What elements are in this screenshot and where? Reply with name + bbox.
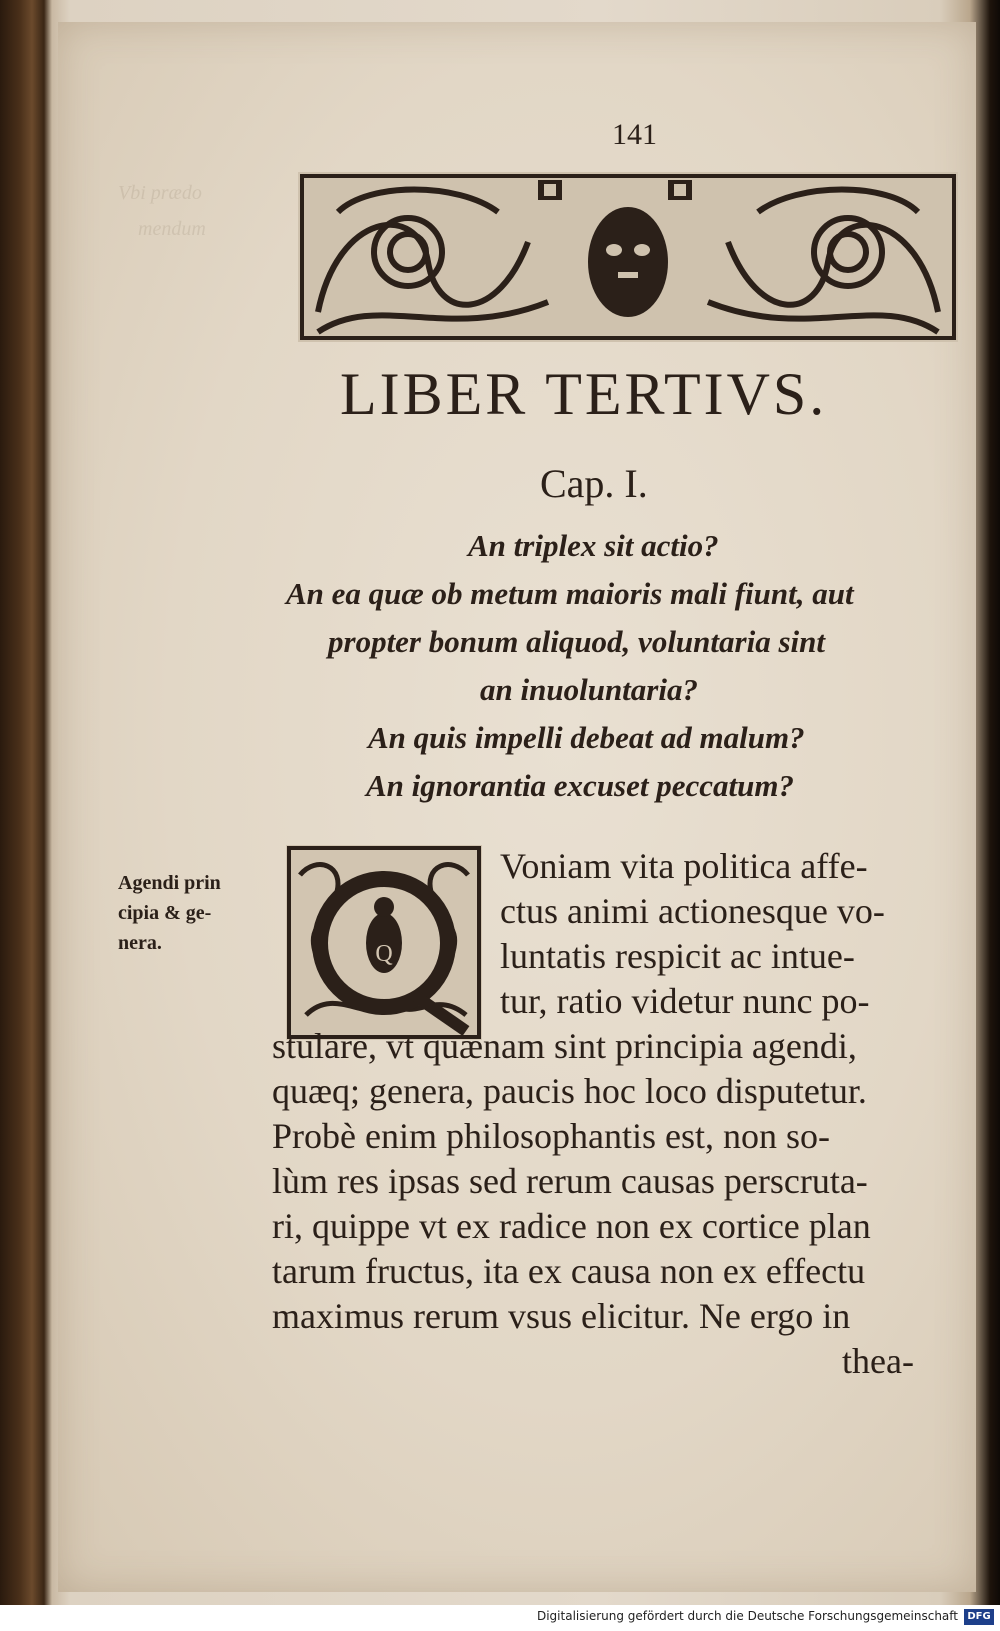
headpiece-ornament: [298, 172, 958, 342]
body-line: Voniam vita politica affe-: [500, 846, 868, 886]
question-line: An ea quæ ob metum maioris mali fiunt, aut: [286, 576, 854, 611]
chapter-heading: Cap. I.: [540, 461, 648, 506]
body-line: lùm res ipsas sed rerum causas perscruta-: [272, 1161, 868, 1201]
marginal-note-line: Agendi prin: [118, 872, 221, 894]
question-line: An quis impelli debeat ad malum?: [368, 720, 805, 755]
body-line: ri, quippe vt ex radice non ex cortice plan: [272, 1206, 871, 1246]
question-line: An ignorantia excuset peccatum?: [366, 768, 794, 803]
question-line: An triplex sit actio?: [468, 528, 719, 563]
initial-letter: Q: [375, 941, 393, 967]
bleed-through-text: mendum: [138, 218, 206, 240]
body-line: tur, ratio videtur nunc po-: [500, 981, 870, 1021]
body-line: Probè enim philosophantis est, non so-: [272, 1116, 830, 1156]
marginal-note-line: cipia & ge-: [118, 902, 212, 924]
catchword: thea-: [842, 1341, 914, 1381]
marginal-note: [118, 868, 278, 958]
question-line: an inuoluntaria?: [480, 672, 698, 707]
footer-bar: [0, 1605, 1000, 1631]
body-line: tarum fructus, ita ex causa non ex effectu: [272, 1251, 866, 1291]
dfg-logo: DFG: [964, 1609, 994, 1625]
body-line: stulare, vt quænam sint principia agendi,: [272, 1026, 857, 1066]
footer-credit: Digitalisierung gefördert durch die Deutsche Forschungsgemeinschaft: [536, 1609, 958, 1623]
body-line: quæq; genera, paucis hoc loco disputetur.: [272, 1071, 867, 1111]
bleed-through-text: Vbi prædo: [118, 182, 202, 204]
marginal-note-line: nera.: [118, 932, 162, 954]
book-title: LIBER TERTIVS.: [340, 361, 828, 427]
question-line: propter bonum aliquod, voluntaria sint: [328, 624, 825, 659]
page-number: 141: [612, 118, 657, 151]
body-line: ctus animi actionesque vo-: [500, 891, 885, 931]
decorated-initial: [286, 845, 482, 1040]
body-line: maximus rerum vsus elicitur. Ne ergo in: [272, 1296, 851, 1336]
body-line: luntatis respicit ac intue-: [500, 936, 855, 976]
